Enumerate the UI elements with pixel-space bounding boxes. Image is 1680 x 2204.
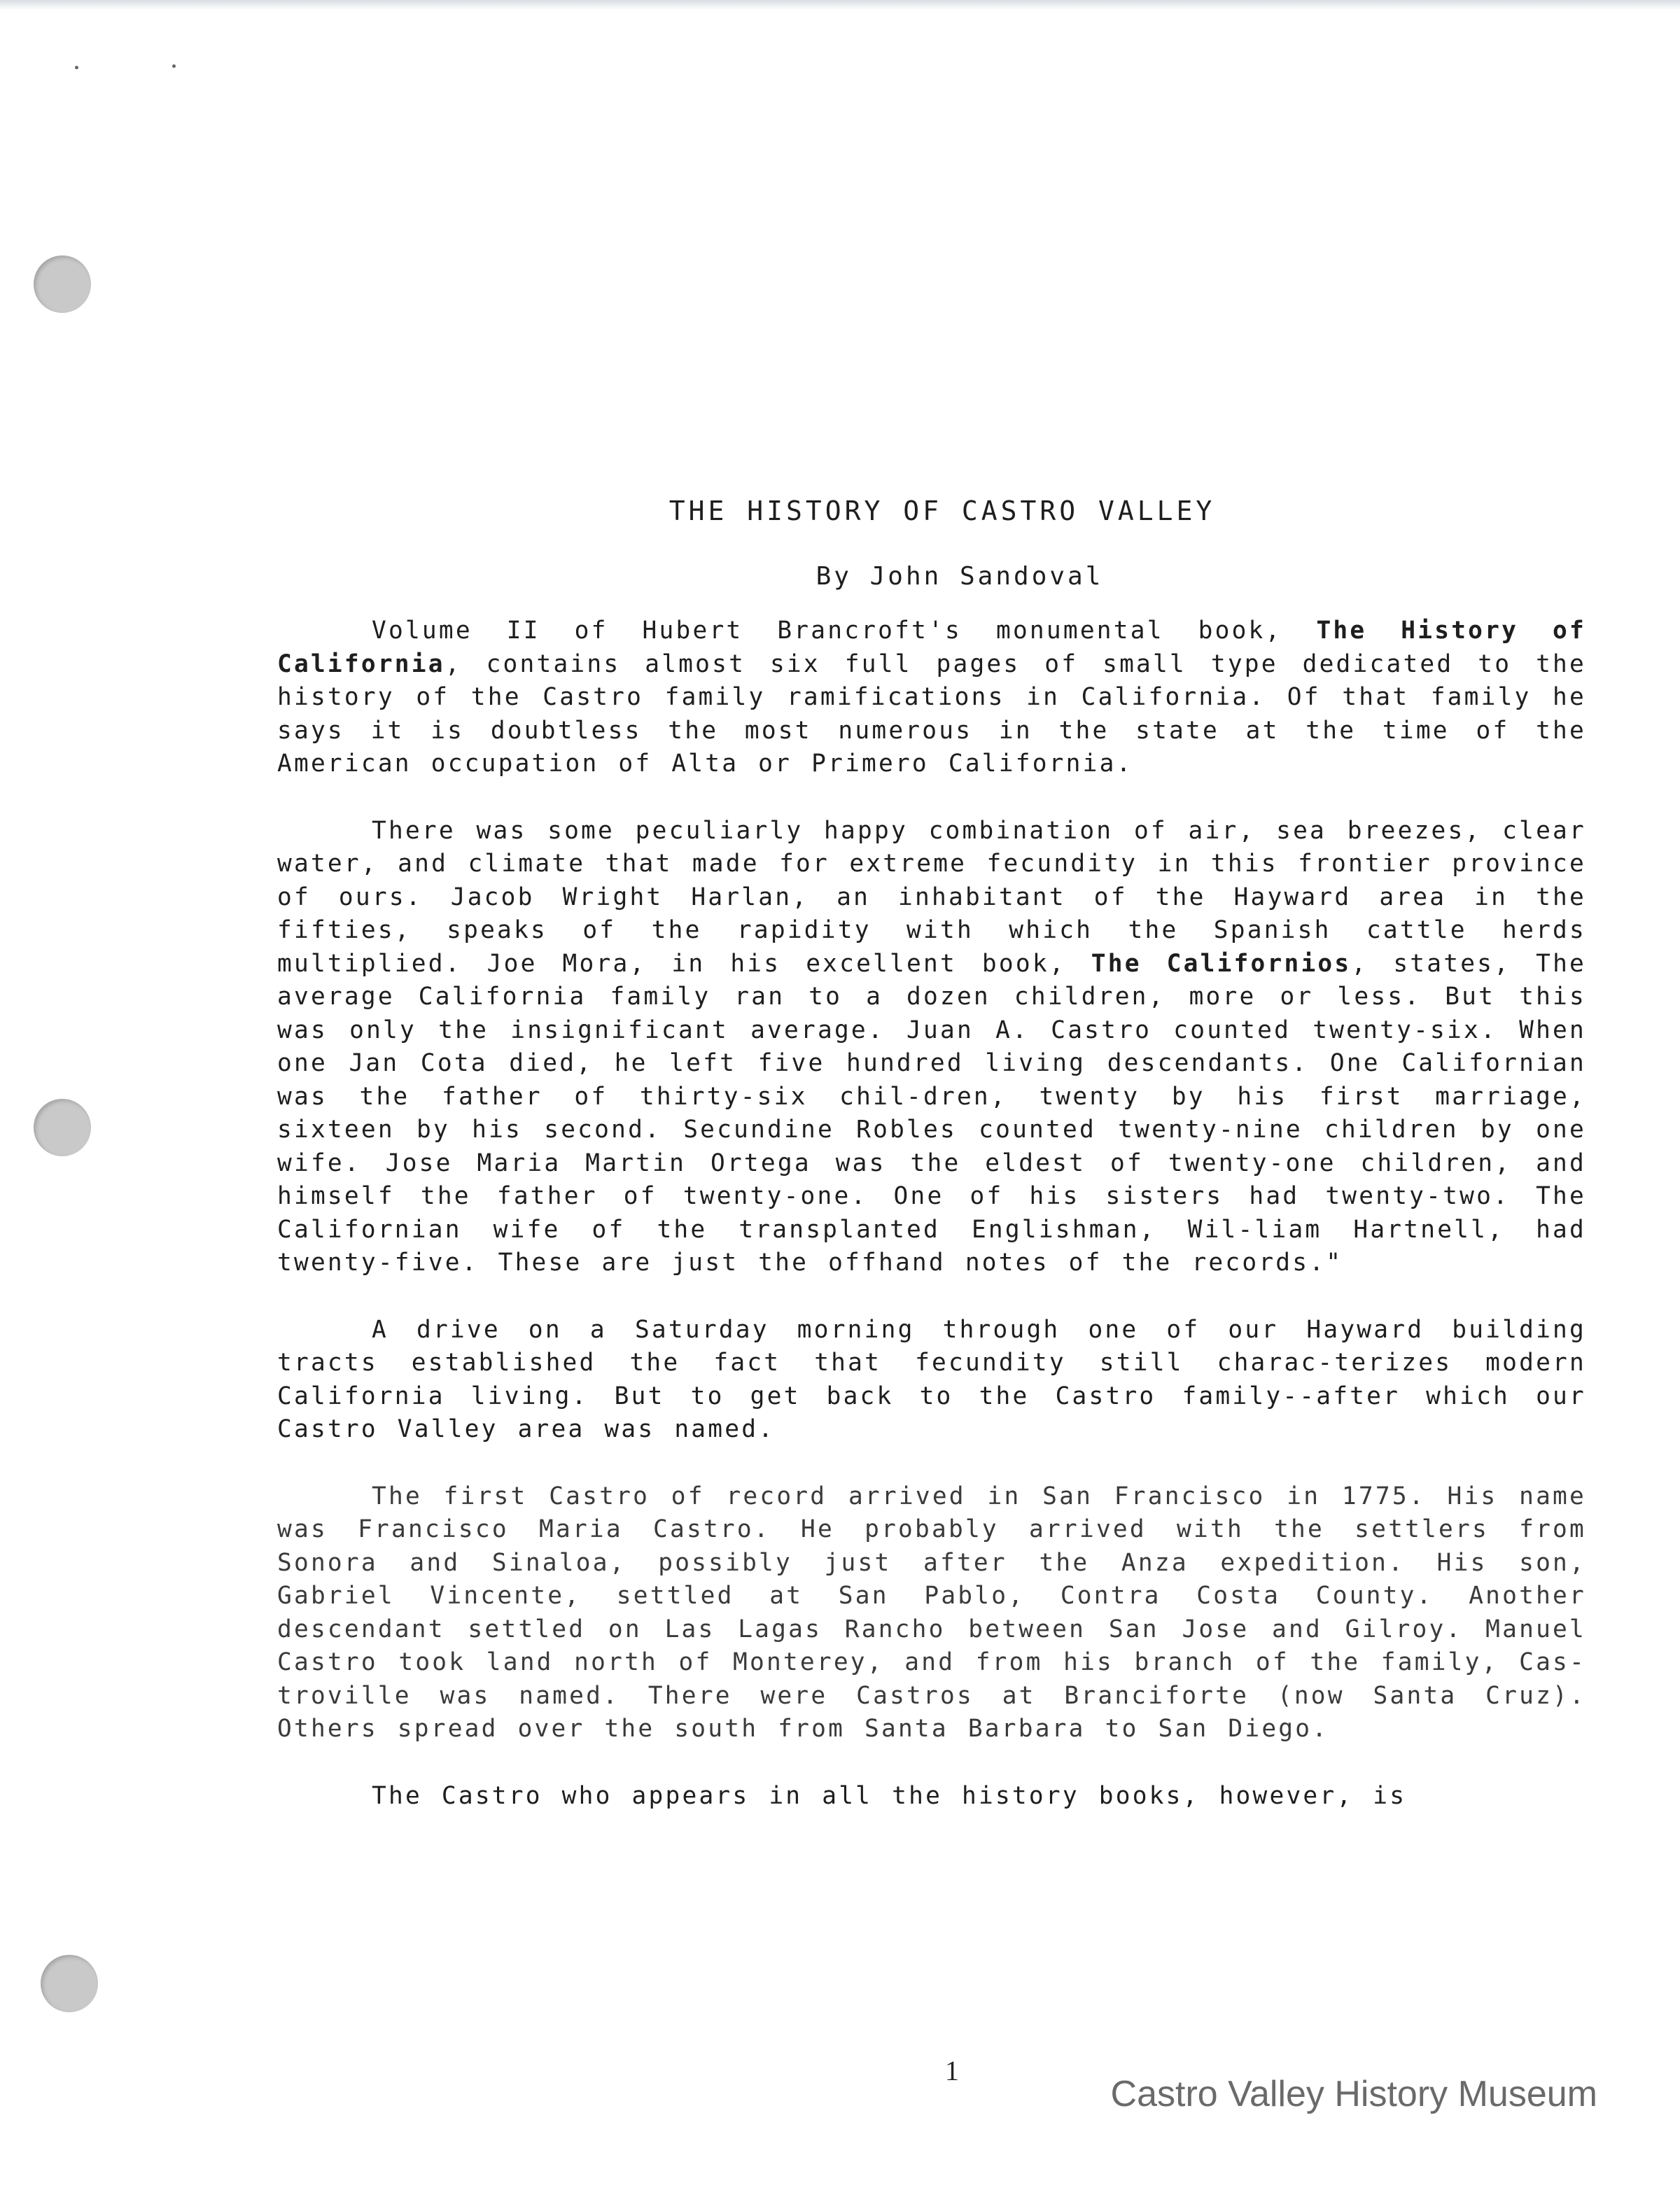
paragraph-2-text-end: , states, The average California family ran to a dozen children, more or less. But this was only the insignificant average. Juan A. Castro counted twenty-six. When one Jan Cota died, he left five hundred living descendants. One Californian was the father of thirty-six chil-dren, twenty by his first marriage, sixteen by his second. Secundine Robles counted twenty-nine children by one wife. Jose Maria Martin Ortega was the eldest of twenty-one children, and himself the father of twenty-one. One of his sisters had twenty-two. The Californian wife of the transplanted Englishman, Wil-liam Hartnell, had twenty-five. These are just the offhand notes of the records." (277, 949, 1587, 1277)
binder-hole-bottom (41, 1955, 98, 2012)
page-number: 1 (945, 2055, 959, 2086)
book-title-history-of-california: The History of California (277, 617, 1586, 678)
binder-hole-middle (34, 1099, 91, 1156)
paragraph-1-text-start: Volume II of Hubert Brancroft's monumental book, (372, 617, 1317, 645)
paragraph-1-text-end: , contains almost six full pages of small type dedicated to the history of the Castro family ramifications in California. Of that family he says it is doubtless the most numerous in the state at the time of the American occupation of Alta or Primero California. (277, 650, 1586, 778)
scan-speck (172, 64, 176, 68)
scan-speck (75, 66, 78, 69)
book-title-the-californios: The Californios (1091, 949, 1352, 978)
paragraph-1 (277, 615, 1586, 781)
document-body (277, 490, 1586, 1813)
binder-hole-top (34, 255, 91, 313)
document-title: THE HISTORY OF CASTRO VALLEY (668, 496, 1216, 526)
paragraph-5: The Castro who appears in all the history books, however, is (372, 1781, 1407, 1810)
paragraph-4: The first Castro of record arrived in San Francisco in 1775. His name was Francisco Maria Castro. He probably arrived with the settlers from Sonora and Sinaloa, possibly just after the Anza expedition. His son, Gabriel Vincente, settled at San Pablo, Contra Costa County. Another descendant settled on Las Lagas Rancho between San Jose and Gilroy. Manuel Castro took land north of Monterey, and from his branch of the family, Cas-troville was named. There were Castros at Branciforte (now Santa Cruz). Others spread over the south from Santa Barbara to San Diego. (277, 1482, 1586, 1743)
paragraph-3: A drive on a Saturday morning through one of our Hayward building tracts established the fact that fecundity still charac-terizes modern California living. But to get back to the Castro family--after which our Castro Valley area was named. (277, 1315, 1586, 1443)
document-author: By John Sandoval (816, 562, 1104, 591)
page-top-edge (0, 0, 1680, 10)
paragraph-2-text-start: There was some peculiarly happy combination of air, sea breezes, clear water, and climate that made for extreme fecundity in this frontier province of ours. Jacob Wright Harlan, an inhabitant of the Hayward area in the fifties, speaks of the rapidity with which the Spanish cattle herds multiplied. Joe Mora, in his excellent book, (277, 816, 1586, 978)
paragraph-2 (277, 815, 1586, 1280)
museum-watermark: Castro Valley History Museum (1110, 2074, 1597, 2114)
